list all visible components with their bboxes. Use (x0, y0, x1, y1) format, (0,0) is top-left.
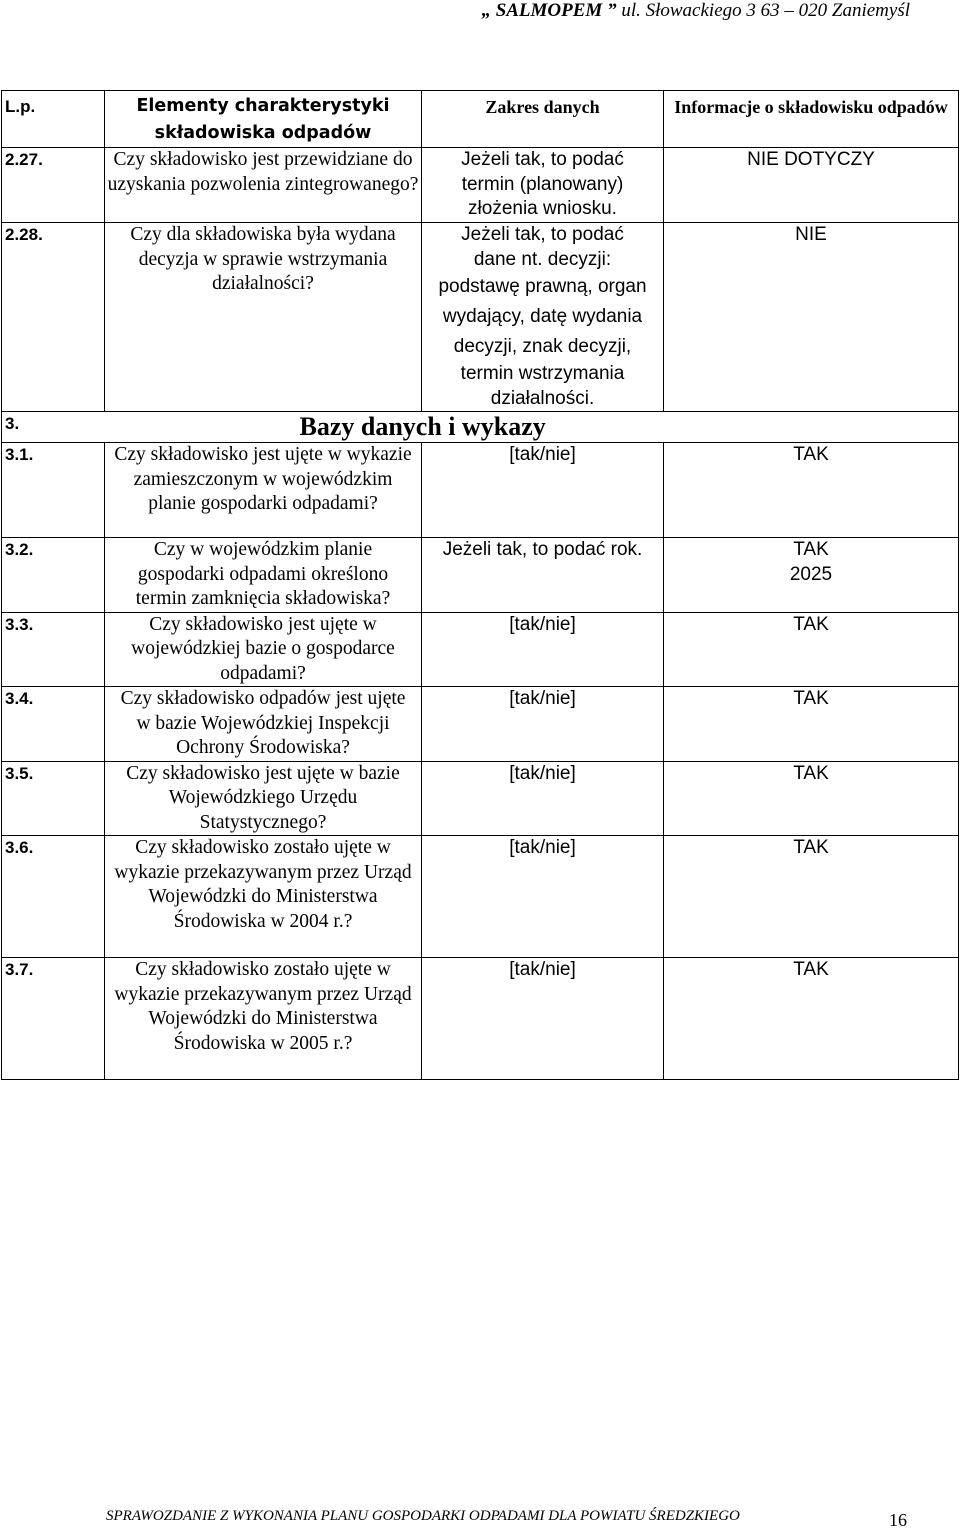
row-scope (422, 223, 664, 412)
row-info: TAK (664, 761, 959, 836)
info-year: 2025 (789, 563, 833, 585)
row-scope: Jeżeli tak, to podać termin (planowany) złożenia wniosku. (422, 148, 664, 223)
row-element: Czy składowisko jest przewidziane do uzyskania pozwolenia zintegrowanego? (105, 148, 422, 223)
table-row (2, 443, 959, 538)
company-name: „ SALMOPEM ” (481, 0, 617, 21)
row-info: NIE (664, 223, 959, 412)
section-title: Bazy danych i wykazy (299, 412, 546, 441)
row-num: 3.3. (2, 612, 105, 687)
row-num: 3.2. (2, 538, 105, 613)
row-scope: [tak/nie] (422, 612, 664, 687)
row-scope: [tak/nie] (422, 687, 664, 762)
row-element: Czy składowisko zostało ujęte w wykazie przekazywanym przez Urząd Wojewódzki do Ministerstwa Środowiska w 2004 r.? (105, 836, 422, 958)
table-row (2, 958, 959, 1080)
table-row (2, 148, 959, 223)
row-element: Czy składowisko jest ujęte w wykazie zamieszczonym w wojewódzkim planie gospodarki odpadami? (105, 443, 422, 538)
row-info: TAK (664, 612, 959, 687)
info-value: TAK (793, 539, 829, 560)
row-scope: [tak/nie] (422, 958, 664, 1080)
landfill-table (1, 90, 959, 1080)
row-scope: [tak/nie] (422, 836, 664, 958)
page-number: 16 (889, 1510, 907, 1530)
column-header-info: Informacje o składowisku odpadów (664, 91, 959, 148)
row-scope: Jeżeli tak, to podać rok. (422, 538, 664, 613)
table-row (2, 612, 959, 687)
table-header-row (2, 91, 959, 148)
row-element: Czy dla składowiska była wydana decyzja w sprawie wstrzymania działalności? (105, 223, 422, 412)
row-num: 3.5. (2, 761, 105, 836)
row-info: TAK (664, 958, 959, 1080)
section-row (2, 412, 959, 443)
table-row (2, 761, 959, 836)
table-row (2, 538, 959, 613)
row-element: Czy w wojewódzkim planie gospodarki odpadami określono termin zamknięcia składowiska? (105, 538, 422, 613)
table-row (2, 836, 959, 958)
section-num: 3. (2, 412, 105, 443)
scope-text-b: podstawę prawną, organ wydający, datę wydania decyzji, znak decyzji, (438, 276, 647, 357)
page-header (481, 0, 910, 22)
section-title-cell (105, 412, 959, 443)
scope-text-c: termin wstrzymania działalności. (460, 363, 625, 409)
row-element: Czy składowisko zostało ujęte w wykazie przekazywanym przez Urząd Wojewódzki do Ministerstwa Środowiska w 2005 r.? (105, 958, 422, 1080)
row-num: 3.1. (2, 443, 105, 538)
row-info: TAK (664, 836, 959, 958)
row-info: TAK (664, 687, 959, 762)
row-element: Czy składowisko jest ujęte w wojewódzkiej bazie o gospodarce odpadami? (105, 612, 422, 687)
scope-text-a: Jeżeli tak, to podać dane nt. decyzji: (461, 224, 624, 270)
table-row (2, 223, 959, 412)
row-scope: [tak/nie] (422, 761, 664, 836)
row-num: 3.7. (2, 958, 105, 1080)
row-scope: [tak/nie] (422, 443, 664, 538)
table-row (2, 687, 959, 762)
row-num: 2.28. (2, 223, 105, 412)
row-num: 3.4. (2, 687, 105, 762)
row-info: TAK (664, 443, 959, 538)
company-address: ul. Słowackiego 3 63 – 020 Zaniemyśl (616, 0, 910, 21)
column-header-scope: Zakres danych (422, 91, 664, 148)
row-element: Czy składowisko jest ujęte w bazie Wojewódzkiego Urzędu Statystycznego? (105, 761, 422, 836)
column-header-elements: Elementy charakterystyki składowiska odpadów (105, 91, 422, 148)
row-info: NIE DOTYCZY (664, 148, 959, 223)
row-num: 2.27. (2, 148, 105, 223)
page-footer: SPRAWOZDANIE Z WYKONANIA PLANU GOSPODARKI ODPADAMI DLA POWIATU ŚREDZKIEGO (106, 1508, 740, 1524)
row-num: 3.6. (2, 836, 105, 958)
column-header-num: L.p. (2, 91, 105, 148)
row-element: Czy składowisko odpadów jest ujęte w bazie Wojewódzkiej Inspekcji Ochrony Środowiska? (105, 687, 422, 762)
row-info (664, 538, 959, 613)
